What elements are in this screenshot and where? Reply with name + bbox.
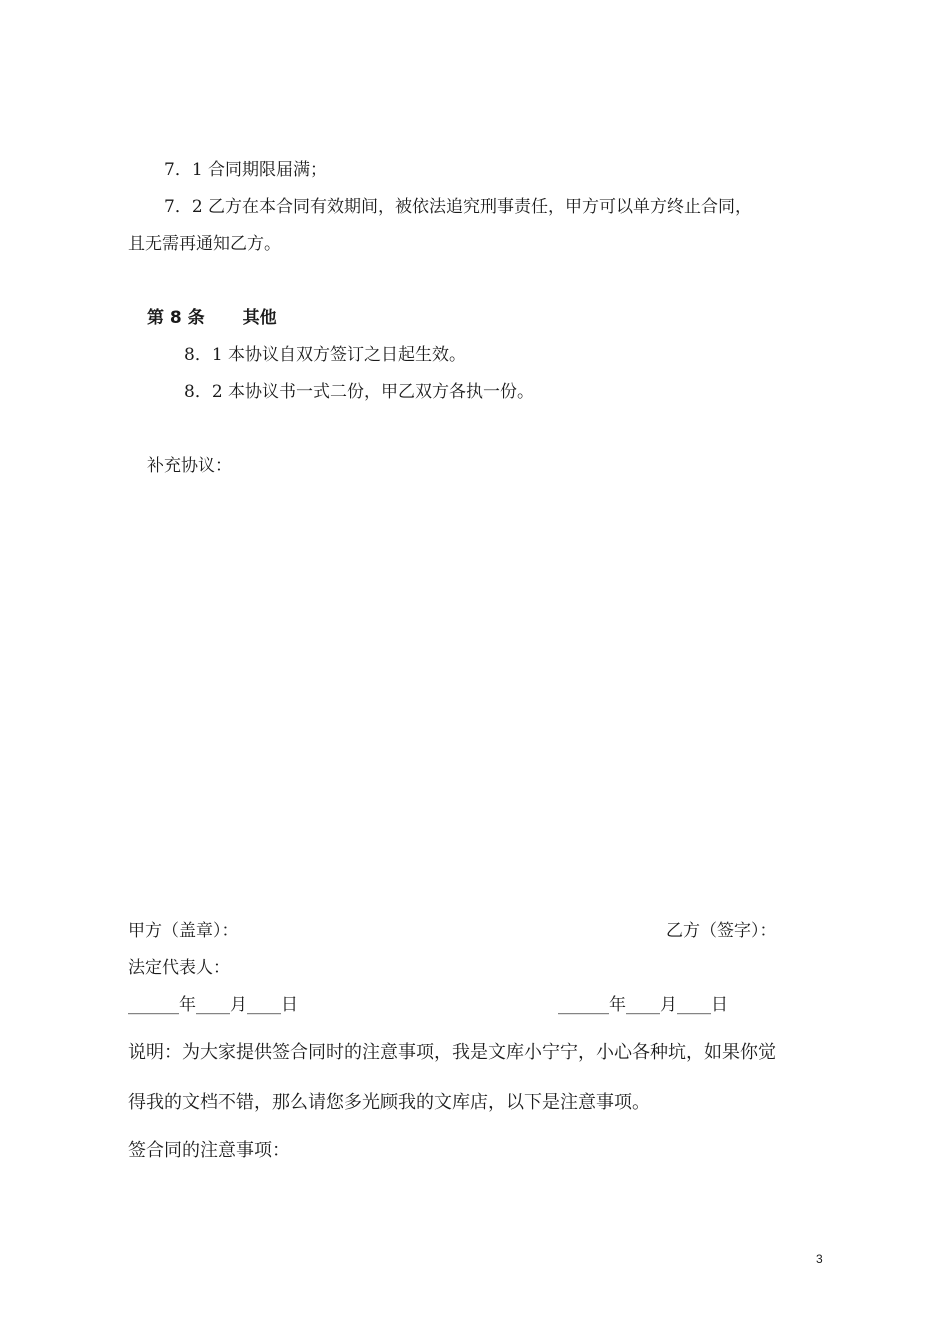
party-b-label: 乙方（签字）： (666, 921, 777, 941)
note-line-3: 签合同的注意事项： (128, 1140, 290, 1161)
date-line-a: ______年____月____日 (128, 995, 298, 1015)
clause-7-1: 7．1 合同期限届满； (164, 160, 328, 180)
note-line-2: 得我的文档不错，那么请您多光顾我的文库店，以下是注意事项。 (128, 1092, 650, 1113)
clause-7-2-line1: 7．2 乙方在本合同有效期间，被依法追究刑事责任，甲方可以单方终止合同， (164, 197, 753, 217)
clause-7-2-line2: 且无需再通知乙方。 (128, 234, 281, 254)
clause-8-1: 8．1 本协议自双方签订之日起生效。 (184, 345, 467, 365)
date-line-b: ______年____月____日 (558, 995, 728, 1015)
section-8-number: 第 8 条 (147, 308, 205, 328)
section-8-heading (147, 307, 277, 329)
legal-rep-label: 法定代表人： (128, 958, 230, 978)
section-8-title: 其他 (242, 308, 277, 328)
supplement-label: 补充协议： (147, 456, 232, 476)
page-number: 3 (816, 1252, 823, 1266)
note-line-1: 说明：为大家提供签合同时的注意事项，我是文库小宁宁，小心各种坑，如果你觉 (128, 1042, 776, 1063)
clause-8-2: 8．2 本协议书一式二份，甲乙双方各执一份。 (184, 382, 535, 402)
party-a-label: 甲方（盖章）： (128, 921, 239, 941)
